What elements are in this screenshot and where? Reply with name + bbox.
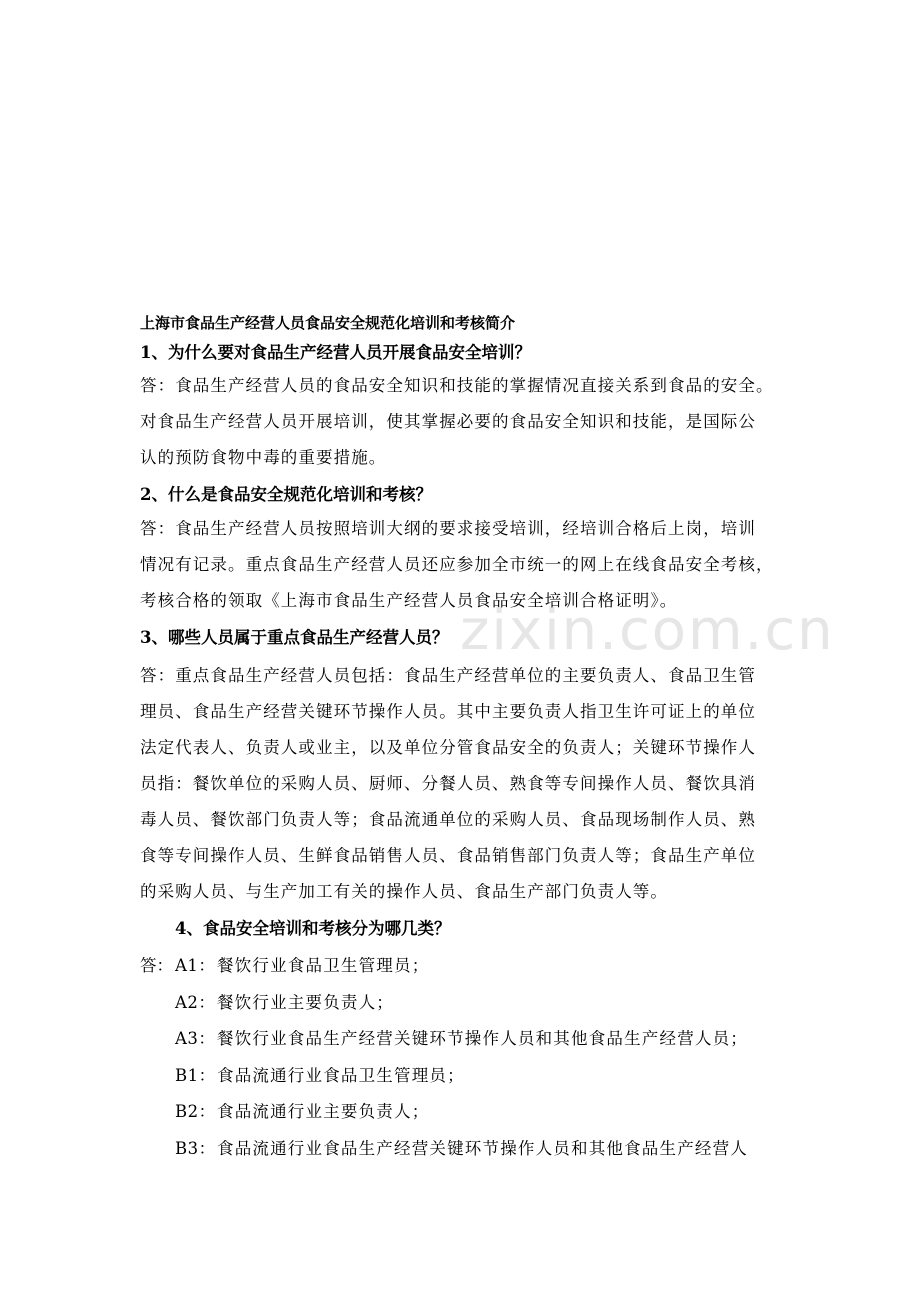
category-text: 食品流通行业主要负责人；	[217, 1102, 430, 1121]
category-code: B2：	[175, 1102, 216, 1121]
answer-2	[140, 511, 788, 619]
question-3: 3、哪些人员属于重点食品生产经营人员？	[140, 628, 449, 647]
answer-2-line: 情况有记录。重点食品生产经营人员还应参加全市统一的网上在线食品安全考核，	[140, 555, 774, 574]
answer-3-line: 的采购人员、与生产加工有关的操作人员、食品生产部门负责人等。	[140, 882, 668, 901]
category-text: 食品流通行业食品生产经营关键环节操作人员和其他食品生产经营人	[217, 1138, 748, 1158]
answer-3-line: 答：重点食品生产经营人员包括：食品生产经营单位的主要负责人、食品卫生管	[140, 666, 756, 685]
category-code: A1：	[175, 956, 216, 975]
category-text: 食品流通行业食品卫生管理员；	[217, 1065, 465, 1085]
answer-3	[140, 658, 788, 910]
category-code: A3：	[175, 1029, 216, 1048]
answer-3-line: 法定代表人、负责人或业主，以及单位分管食品安全的负责人；关键环节操作人	[140, 738, 756, 757]
answer-3-line: 毒人员、餐饮部门负责人等；食品流通单位的采购人员、食品现场制作人员、熟	[140, 810, 756, 829]
category-item	[175, 1100, 795, 1137]
question-4: 4、食品安全培训和考核分为哪几类？	[175, 919, 451, 938]
answer-2-line: 答：食品生产经营人员按照培训大纲的要求接受培训，经培训合格后上岗，培训	[140, 519, 756, 538]
question-2: 2、什么是食品安全规范化培训和考核？	[140, 485, 432, 504]
answer-1-line: 对食品生产经营人员开展培训，使其掌握必要的食品安全知识和技能，是国际公	[140, 412, 756, 431]
answer-1-line: 认的预防食物中毒的重要措施。	[140, 448, 387, 467]
category-item	[175, 991, 795, 1028]
category-text: 餐饮行业食品生产经营关键环节操作人员和其他食品生产经营人员；	[217, 1029, 748, 1048]
document-title: 上海市食品生产经营人员食品安全规范化培训和考核简介	[140, 314, 516, 332]
category-item	[175, 1137, 795, 1174]
category-text: 餐饮行业食品卫生管理员；	[217, 956, 430, 975]
answer-2-line: 考核合格的领取《上海市食品生产经营人员食品安全培训合格证明》。	[140, 591, 678, 610]
answer-3-line: 员指：餐饮单位的采购人员、厨师、分餐人员、熟食等专间操作人员、餐饮具消	[140, 774, 756, 793]
category-item	[175, 1027, 795, 1064]
category-code: A2：	[175, 992, 216, 1012]
answer-4-prefix: 答：	[140, 956, 173, 975]
category-code: B1：	[175, 1065, 216, 1085]
answer-3-line: 理员、食品生产经营关键环节操作人员。其中主要负责人指卫生许可证上的单位	[140, 702, 756, 721]
category-text: 餐饮行业主要负责人；	[217, 992, 394, 1012]
category-list	[175, 954, 795, 1173]
category-item	[175, 1064, 795, 1101]
category-item	[175, 954, 795, 991]
answer-1-line: 答：食品生产经营人员的食品安全知识和技能的掌握情况直接关系到食品的安全。	[140, 376, 774, 395]
answer-3-line: 食等专间操作人员、生鲜食品销售人员、食品销售部门负责人等；食品生产单位	[140, 846, 756, 865]
watermark: zixin.com.cn	[460, 598, 835, 663]
question-1: 1、为什么要对食品生产经营人员开展食品安全培训？	[140, 343, 531, 362]
answer-1	[140, 368, 788, 476]
category-code: B3：	[175, 1138, 216, 1158]
